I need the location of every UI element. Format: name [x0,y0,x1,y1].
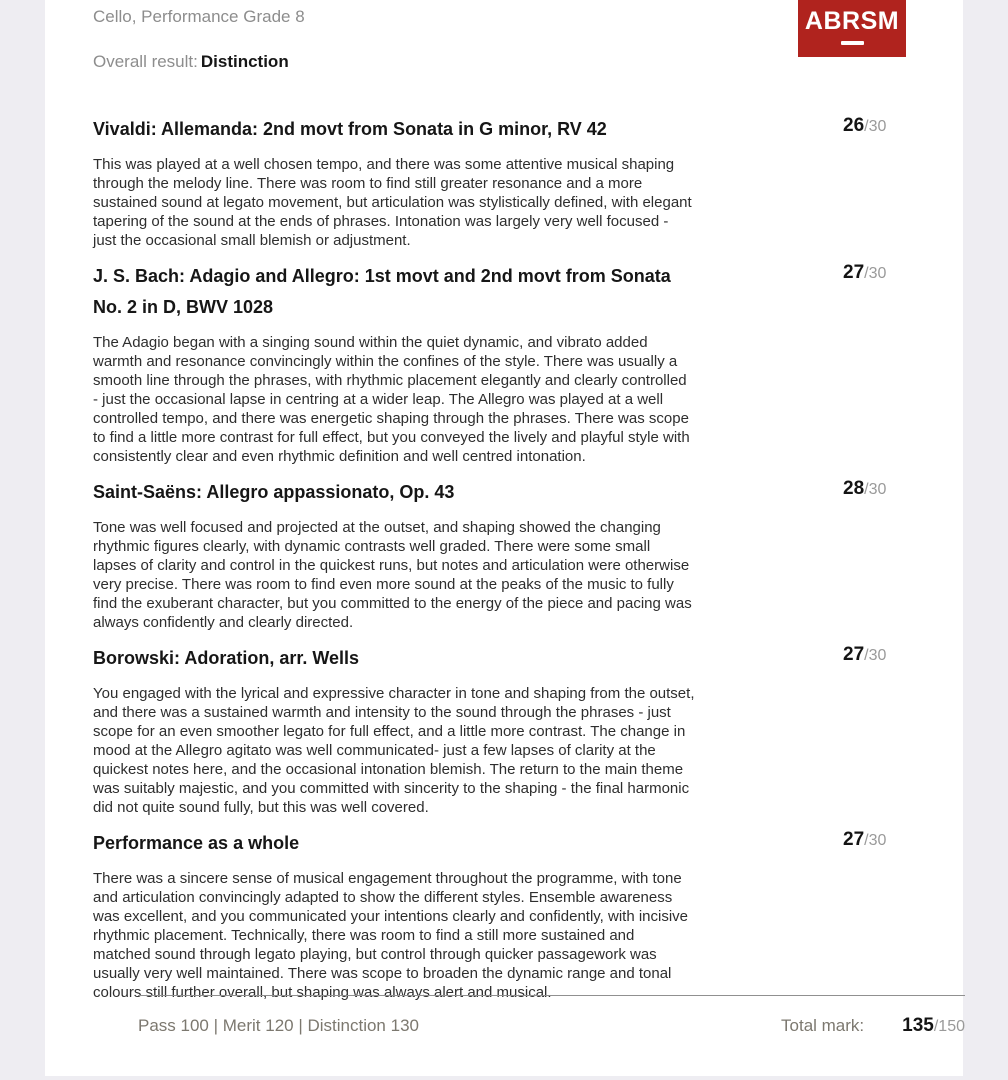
abrsm-logo [798,0,906,57]
abrsm-logo-text: ABRSM [804,7,900,35]
mark-value: 26 [843,115,865,136]
piece-title: Saint-Saëns: Allegro appassionato, Op. 43 [93,482,455,502]
document-page [45,0,963,1076]
mark-value: 28 [843,478,865,499]
mark-max: /30 [864,481,887,498]
result-section-vivaldi [93,114,963,250]
examiner-comment: The Adagio began with a singing sound within the quiet dynamic, and vibrato added warmth and resonance convincingly within the confines of the style. There was usually a smooth line through the phrases, with rhythmic placement elegantly and clearly controlled - just the occasional lapse in centring at a wider leap. The Allegro was played at a well controlled tempo, and there was energetic shaping through the phrases. There was scope to find a little more contrast for full effect, but you conveyed the lively and playful style with consistently clear and even rhythmic definition and well centred intonation. [93,334,690,465]
piece-mark [843,115,886,137]
piece-mark [843,478,886,500]
grade-thresholds: Pass 100 | Merit 120 | Distinction 130 [138,1016,419,1035]
mark-value: 27 [843,644,865,665]
piece-title: Performance as a whole [93,833,300,853]
logo-dash-icon [841,41,864,45]
mark-max: /30 [864,265,887,282]
clipped-heading-fragment [113,0,143,6]
piece-mark [843,829,886,851]
overall-result-label: Overall result: [93,52,198,71]
total-max: /150 [933,1018,965,1035]
mark-value: 27 [843,262,865,283]
examiner-comment: Tone was well focused and projected at the outset, and shaping showed the changing rhythmic figures clearly, with dynamic contrasts well graded. There were some small lapses of clarity and control in the quickest runs, but notes and articulation were otherwise very precise. There was room to find even more sound at the peaks of the music to fully find the exuberant character, but you committed to the energy of the piece and pacing was always confidently and clearly directed. [93,519,692,631]
result-section-borowski [93,643,963,817]
mark-max: /30 [864,118,887,135]
result-section-saint-saens [93,477,963,632]
exam-subtitle: Cello, Performance Grade 8 [93,7,305,26]
page-footer [138,995,965,1037]
total-mark [781,1015,965,1037]
piece-mark [843,644,886,666]
results-list [93,114,963,1002]
total-mark-label: Total mark: [781,1016,865,1035]
total-mark-value [902,1015,965,1037]
piece-title: Borowski: Adoration, arr. Wells [93,648,360,668]
overall-result-value: Distinction [200,52,289,71]
result-section-bach [93,261,963,466]
piece-title: Vivaldi: Allemanda: 2nd movt from Sonata in G minor, RV 42 [93,119,607,139]
result-section-performance-whole [93,828,963,1002]
examiner-comment: You engaged with the lyrical and expressive character in tone and shaping from the outset, and there was a sustained warmth and intensity to the sound through the phrases - just scope for an even smoother legato for full effect, and a little more contrast. The change in mood at the Allegro agitato was well communicated- just a few lapses of clarity at the quickest notes here, and the occasional intonation blemish. The return to the main theme was suitably majestic, and you committed with sincerity to the shaping - the final harmonic did not quite sound fully, but this was well covered. [93,685,695,816]
piece-title: J. S. Bach: Adagio and Allegro: 1st movt and 2nd movt from Sonata No. 2 in D, BWV 1028 [93,266,671,317]
total-value-number: 135 [902,1015,934,1036]
mark-max: /30 [864,647,887,664]
mark-value: 27 [843,829,865,850]
document-content [45,0,963,1076]
examiner-comment: There was a sincere sense of musical engagement throughout the programme, with tone and articulation convincingly adapted to show the different styles. Ensemble awareness was excellent, and you communicated your intentions clearly and confidently, with incisive rhythmic placement. Technically, there was room to find a still more sustained and matched sound through legato playing, but control through quicker passagework was usually very well maintained. There was scope to broaden the dynamic range and tonal colours still further overall, but shaping was always alert and musical. [93,870,689,1001]
mark-max: /30 [864,832,887,849]
piece-mark [843,262,886,284]
examiner-comment: This was played at a well chosen tempo, and there was some attentive musical shaping through the melody line. There was room to find still greater resonance and a more sustained sound at legato movement, but articulation was stylistically defined, with elegant tapering of the sound at the ends of phrases. Intonation was largely very well focused - just the occasional small blemish or adjustment. [93,156,692,249]
footer-divider [138,995,965,996]
